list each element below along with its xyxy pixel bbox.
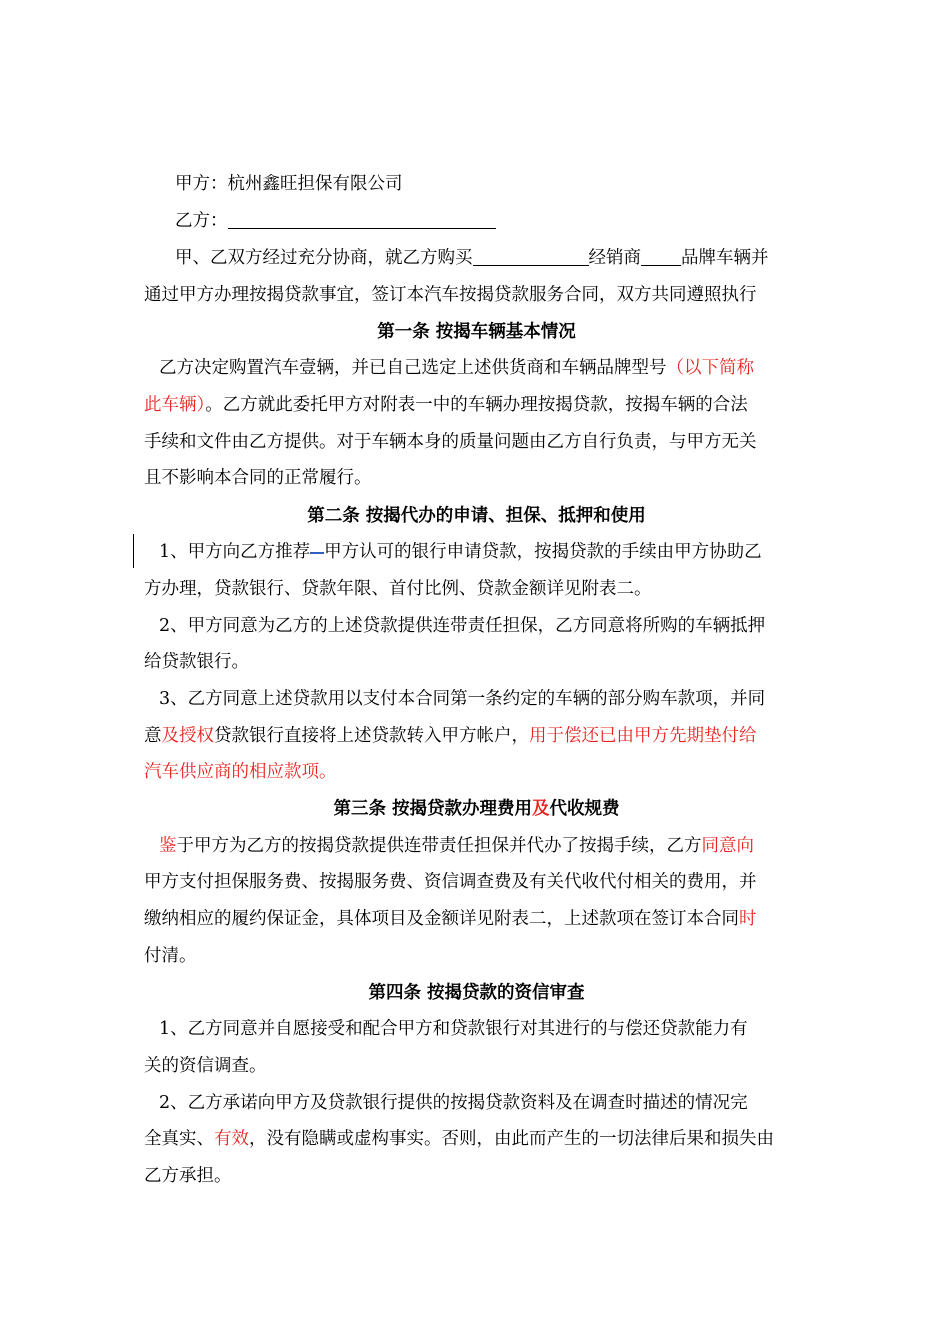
party-a-label: 甲方： — [175, 174, 228, 194]
article-1-text: 乙方决定购置汽车壹辆，并已自己选定上述供货商和车辆品牌型号 — [159, 358, 667, 378]
article-3-red-3: 时 — [739, 909, 757, 929]
article-1-text-2: 。乙方就此委托甲方对附表一中的车辆办理按揭贷款，按揭车辆的合法 — [205, 395, 748, 415]
article-2-p3-line-3: 汽车供应商的相应款项。 — [144, 762, 337, 782]
article-3-line-3 — [144, 908, 809, 930]
party-a-name: 杭州鑫旺担保有限公司 — [227, 174, 403, 194]
article-3-heading-a: 第三条 按揭贷款办理费用 — [333, 799, 533, 819]
intro-line-2: 通过甲方办理按揭贷款事宜，签订本汽车按揭贷款服务合同，双方共同遵照执行 — [144, 285, 757, 305]
article-1-line-2 — [144, 394, 809, 416]
article-2-p1-line-1 — [159, 541, 809, 563]
article-4-p1-line-2: 关的资信调查。 — [144, 1056, 267, 1076]
article-4-p2-line-3: 乙方承担。 — [144, 1166, 232, 1186]
article-3-line-2: 甲方支付担保服务费、按揭服务费、资信调查费及有关代收代付相关的费用，并 — [144, 872, 757, 892]
article-1-line-3: 手续和文件由乙方提供。对于车辆本身的质量问题由乙方自行负责，与甲方无关 — [144, 432, 757, 452]
intro-text-c: 品牌车辆并 — [681, 248, 769, 268]
party-b-line — [175, 210, 496, 232]
article-2-p3-red-1: 及授权 — [161, 726, 214, 746]
article-3-heading-b: 代收规费 — [549, 799, 620, 819]
article-3-red-1: 鉴 — [159, 836, 177, 856]
article-1-heading: 第一条 按揭车辆基本情况 — [377, 322, 576, 342]
article-3-text-3: 缴纳相应的履约保证金，具体项目及金额详见附表二，上述款项在签订本合同 — [144, 909, 739, 929]
article-4-p2-line-1: 2、乙方承诺向甲方及贷款银行提供的按揭贷款资料及在调查时描述的情况完 — [159, 1093, 748, 1113]
article-4-p2-red: 有效 — [214, 1129, 249, 1149]
article-2-p3-line-2 — [144, 725, 809, 747]
party-b-blank — [228, 211, 496, 229]
article-2-p3-text-b: 贷款银行直接将上述贷款转入甲方帐户， — [214, 726, 529, 746]
article-1-red-note-end: 此车辆） — [144, 395, 206, 415]
article-1-red-note: （以下简称 — [666, 358, 754, 378]
revision-change-bar — [133, 534, 134, 568]
article-2-p3-text-a: 意 — [144, 726, 162, 746]
article-3-line-1 — [159, 835, 809, 857]
article-2-p1-text-b: 甲方认可的银行申请贷款，按揭贷款的手续由甲方协助乙 — [324, 542, 762, 562]
article-3-text-1: 于甲方为乙方的按揭贷款提供连带责任担保并代办了按揭手续，乙方 — [176, 836, 702, 856]
article-2-p3-red-2: 用于偿还已由甲方先期垫付给 — [529, 726, 757, 746]
article-1-line-1 — [159, 357, 809, 379]
intro-line-1 — [175, 247, 809, 269]
article-2-p3-line-1: 3、乙方同意上述贷款用以支付本合同第一条约定的车辆的部分购车款项，并同 — [159, 689, 766, 709]
article-2-p2-line-1: 2、甲方同意为乙方的上述贷款提供连带责任担保，乙方同意将所购的车辆抵押 — [159, 616, 766, 636]
party-b-label: 乙方： — [175, 211, 228, 231]
intro-text-b: 经销商 — [588, 248, 641, 268]
article-3-heading — [144, 798, 809, 820]
article-3-red-2: 同意向 — [701, 836, 754, 856]
article-4-p2-line-2 — [144, 1128, 809, 1150]
tracked-change-mark — [310, 548, 324, 558]
article-4-p1-line-1: 1、乙方同意并自愿接受和配合甲方和贷款银行对其进行的与偿还贷款能力有 — [159, 1019, 748, 1039]
article-2-p2-line-2: 给贷款银行。 — [144, 652, 249, 672]
party-a-line — [175, 173, 403, 195]
article-2-p1-text-a: 1、甲方向乙方推荐 — [159, 542, 311, 562]
article-3-line-4: 付清。 — [144, 946, 197, 966]
vehicle-dealer-blank — [473, 248, 589, 266]
article-4-p2-text-a: 全真实、 — [144, 1129, 214, 1149]
article-3-heading-red: 及 — [532, 799, 550, 819]
article-4-p2-text-b: ，没有隐瞒或虚构事实。否则，由此而产生的一切法律后果和损失由 — [249, 1129, 774, 1149]
article-4-heading: 第四条 按揭贷款的资信审查 — [368, 983, 585, 1003]
brand-blank — [641, 248, 681, 266]
article-2-p1-line-2: 方办理，贷款银行、贷款年限、首付比例、贷款金额详见附表二。 — [144, 579, 652, 599]
intro-text-a: 甲、乙双方经过充分协商，就乙方购买 — [175, 248, 473, 268]
article-1-line-4: 且不影响本合同的正常履行。 — [144, 468, 372, 488]
article-2-heading: 第二条 按揭代办的申请、担保、抵押和使用 — [307, 506, 646, 526]
